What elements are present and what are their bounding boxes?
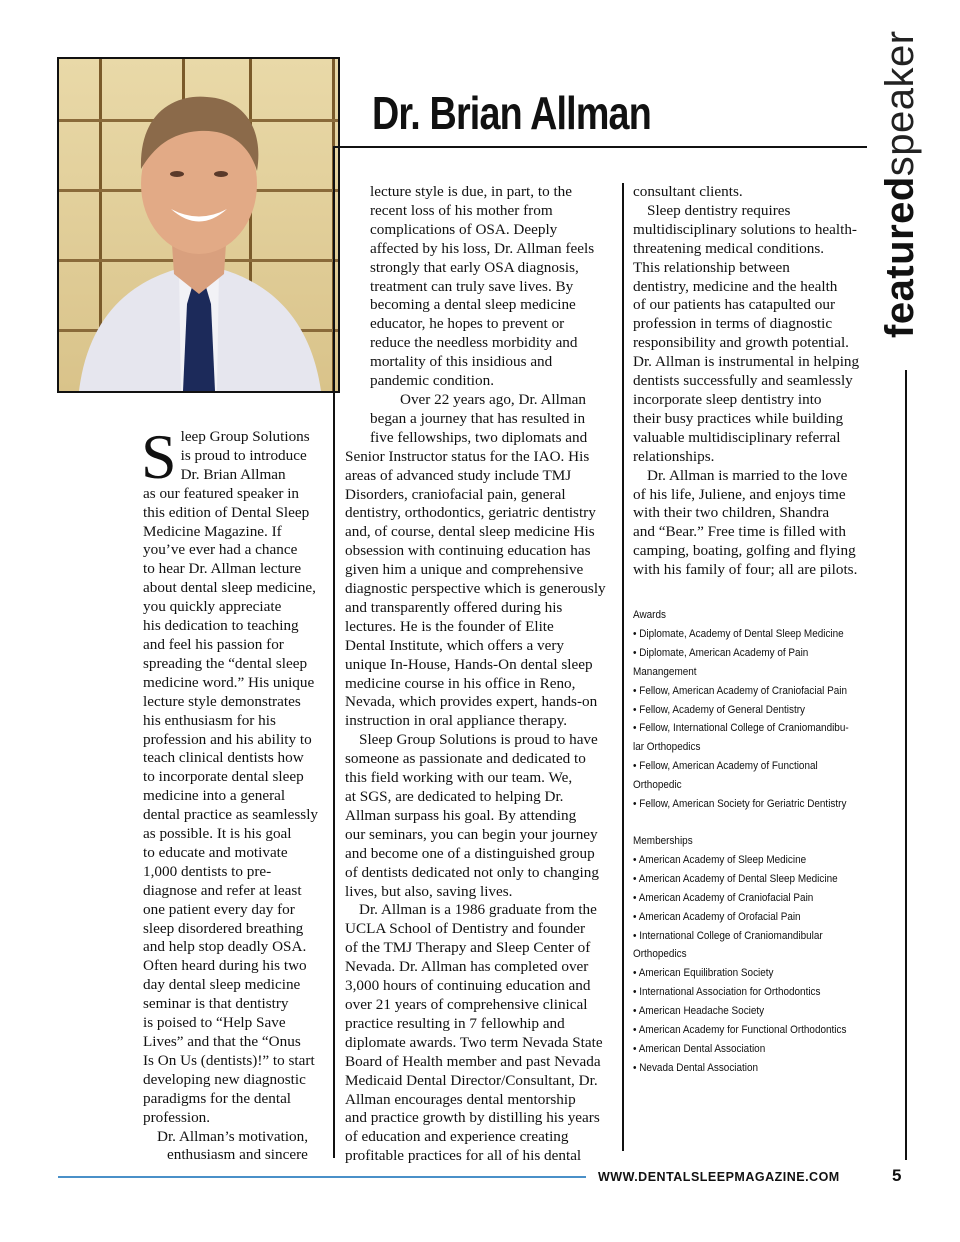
body-line: educator, he hopes to prevent or	[370, 315, 565, 333]
footer-url[interactable]: WWW.DENTALSLEEPMAGAZINE.COM	[598, 1170, 840, 1184]
body-line: with their two children, Shandra	[633, 504, 830, 522]
membership-item: • International College of Craniomandibular	[633, 929, 823, 942]
body-line: leep Group Solutions	[180, 428, 310, 445]
body-line: diagnose and refer at least	[143, 881, 302, 899]
column-3-paragraph-1	[633, 183, 873, 202]
drop-cap: S	[141, 421, 177, 492]
body-line: you’ve ever had a chance	[143, 541, 298, 559]
body-line: and become one of a distinguished group	[345, 844, 595, 862]
column-2-paragraph-3	[345, 731, 617, 901]
body-line: given him a unique and comprehensive	[345, 561, 584, 579]
body-line: paradigms for the dental	[143, 1089, 292, 1107]
body-line: dentistry, orthodontics, geriatric dentistry	[345, 504, 596, 522]
membership-item: • American Dental Association	[633, 1042, 766, 1055]
award-item: • Fellow, American Academy of Functional	[633, 760, 818, 773]
body-line: areas of advanced study include TMJ	[345, 466, 572, 484]
section-label	[878, 30, 923, 338]
body-line: Dr. Brian Allman	[180, 465, 286, 483]
award-item: • Fellow, Academy of General Dentistry	[633, 703, 806, 716]
award-item: • Fellow, American Society for Geriatric Dentistry	[633, 798, 847, 811]
body-line: obsession with continuing education has	[345, 542, 591, 560]
body-line: one patient every day for	[143, 900, 295, 918]
body-line: multidisciplinary solutions to health-	[633, 220, 857, 238]
body-line: profession in terms of diagnostic	[633, 315, 833, 333]
side-rule	[905, 370, 907, 1160]
body-line: This relationship between	[633, 258, 790, 276]
body-line: and feel his passion for	[143, 635, 284, 653]
body-line: relationships.	[633, 447, 715, 465]
column-2-paragraph-1	[370, 183, 617, 391]
page-number: 5	[892, 1166, 902, 1185]
body-line: of the TMJ Therapy and Sleep Center of	[345, 939, 591, 957]
body-line: day dental sleep medicine	[143, 976, 301, 994]
body-line: recent loss of his mother from	[370, 201, 553, 219]
body-line: is poised to “Help Save	[143, 1014, 286, 1032]
column-3	[633, 183, 873, 580]
column-1	[141, 421, 329, 1165]
body-line: to incorporate dental sleep	[143, 768, 304, 786]
body-line: profitable practices for all of his dental	[345, 1147, 582, 1165]
body-line: of our patients has catapulted our	[633, 296, 836, 314]
body-line: his enthusiasm for his	[143, 711, 276, 729]
membership-item: • American Academy of Orofacial Pain	[633, 910, 801, 923]
body-line: as possible. It is his goal	[143, 825, 292, 843]
body-line: Is On Us (dentists)!” to start	[143, 1051, 315, 1069]
membership-item: • Nevada Dental Association	[633, 1061, 759, 1074]
award-item: • Diplomate, American Academy of Pain	[633, 646, 809, 659]
body-line: Sleep dentistry requires	[647, 201, 791, 219]
awards-heading: Awards	[633, 609, 666, 621]
body-line: dental practice as seamlessly	[143, 806, 319, 824]
body-line: dentistry, medicine and the health	[633, 277, 838, 295]
column-3-paragraph-2	[633, 202, 873, 467]
body-line: treatment can truly save lives. By	[370, 277, 574, 295]
body-line: began a journey that has resulted in	[370, 409, 586, 427]
column-rule-left	[333, 146, 335, 1158]
body-line: UCLA School of Dentistry and founder	[345, 920, 586, 938]
body-line: Nevada. Dr. Allman has completed over	[345, 958, 589, 976]
column-3-paragraph-3	[633, 467, 873, 580]
column-1-paragraph-2	[143, 1128, 329, 1166]
body-line: teach clinical dentists how	[143, 749, 304, 767]
membership-item: Orthopedics	[633, 948, 687, 961]
body-line: Allman encourages dental mentorship	[345, 1090, 576, 1108]
body-line: sleep disordered breathing	[143, 919, 304, 937]
body-line: Dr. Allman’s motivation,	[157, 1127, 309, 1145]
body-line: you quickly appreciate	[143, 598, 282, 616]
body-line: lecture style demonstrates	[143, 692, 301, 710]
body-line: their busy practices while building	[633, 409, 844, 427]
body-line: lecture style is due, in part, to the	[370, 183, 573, 200]
body-line: reduce the needless morbidity and	[370, 334, 578, 352]
memberships-heading: Memberships	[633, 835, 693, 847]
membership-item: • American Academy of Sleep Medicine	[633, 853, 807, 866]
body-line: seminar is that dentistry	[143, 995, 289, 1013]
body-line: this edition of Dental Sleep	[143, 503, 310, 521]
body-line: medicine word.” His unique	[143, 673, 315, 691]
membership-item: • American Academy of Dental Sleep Medicine	[633, 872, 838, 885]
body-line: diagnostic perspective which is generously	[345, 580, 606, 598]
body-line: Senior Instructor status for the IAO. His	[345, 447, 590, 465]
body-line: of education and experience creating	[345, 1128, 569, 1146]
body-line: complications of OSA. Deeply	[370, 220, 558, 238]
membership-item: • International Association for Orthodontics	[633, 986, 821, 999]
award-item: • Fellow, International College of Craniomandibu-	[633, 722, 849, 735]
body-line: Sleep Group Solutions is proud to have	[359, 731, 598, 749]
memberships-list	[633, 832, 872, 1078]
body-line: Over 22 years ago, Dr. Allman	[400, 390, 587, 408]
body-line: mortality of this insidious and	[370, 353, 553, 371]
body-line: valuable multidisciplinary referral	[633, 428, 841, 446]
body-line: and practice growth by distilling his years	[345, 1109, 600, 1127]
body-line: is proud to introduce	[180, 446, 307, 464]
body-line: becoming a dental sleep medicine	[370, 296, 576, 314]
body-line: and “Bear.” Free time is filled with	[633, 523, 846, 541]
body-line: spreading the “dental sleep	[143, 654, 308, 672]
body-line: instruction in oral appliance therapy.	[345, 712, 568, 730]
body-line: incorporate sleep dentistry into	[633, 390, 822, 408]
body-line: Dr. Allman is a 1986 graduate from the	[359, 901, 597, 919]
membership-item: • American Academy of Craniofacial Pain	[633, 891, 814, 904]
body-line: this field working with our team. We,	[345, 769, 573, 787]
body-line: affected by his loss, Dr. Allman feels	[370, 239, 595, 257]
body-line: and, of course, dental sleep medicine His	[345, 523, 595, 541]
membership-item: • American Equilibration Society	[633, 967, 774, 980]
body-line: Board of Health member and past Nevada	[345, 1052, 601, 1070]
body-line: medicine into a general	[143, 787, 286, 805]
body-line: and transparently offered during his	[345, 598, 563, 616]
body-line: diplomate awards. Two term Nevada State	[345, 1033, 603, 1051]
column-2-paragraph-2	[345, 391, 617, 731]
body-line: Disorders, craniofacial pain, general	[345, 485, 566, 503]
awards-list	[633, 606, 872, 814]
body-line: lives, but also, saving lives.	[345, 882, 513, 900]
body-line: of his life, Juliene, and enjoys time	[633, 485, 846, 503]
column-1-paragraph-1	[141, 421, 329, 1128]
body-line: strongly that early OSA diagnosis,	[370, 258, 579, 276]
body-line: his dedication to teaching	[143, 617, 299, 635]
body-line: at SGS, are dedicated to helping Dr.	[345, 788, 564, 805]
body-line: Lives” and that the “Onus	[143, 1033, 301, 1050]
body-line: pandemic condition.	[370, 372, 494, 390]
body-line: developing new diagnostic	[143, 1070, 306, 1088]
body-line: Medicine Magazine. If	[143, 522, 282, 540]
membership-item: • American Headache Society	[633, 1005, 765, 1018]
body-line: about dental sleep medicine,	[143, 579, 316, 597]
body-line: unique In-House, Hands-On dental sleep	[345, 655, 593, 673]
body-line: our seminars, you can begin your journey	[345, 825, 598, 843]
body-line: camping, boating, golfing and flying	[633, 542, 856, 560]
section-label-featured: featured	[878, 176, 922, 338]
body-line: with his family of four; all are pilots.	[633, 561, 858, 579]
headline: Dr. Brian Allman	[372, 87, 651, 139]
headline-rule	[333, 146, 867, 148]
body-line: profession.	[143, 1108, 211, 1126]
body-line: 1,000 dentists to pre-	[143, 862, 272, 880]
body-line: practice resulting in 7 fellowhip and	[345, 1014, 565, 1032]
body-line: threatening medical conditions.	[633, 239, 825, 257]
award-item: Manangement	[633, 665, 697, 678]
membership-item: • American Academy for Functional Orthodontics	[633, 1024, 847, 1037]
body-line: Dr. Allman is married to the love	[647, 466, 848, 484]
body-line: Dr. Allman is instrumental in helping	[633, 353, 860, 371]
award-item: lar Orthopedics	[633, 741, 701, 754]
body-line: dentists successfully and seamlessly	[633, 372, 853, 390]
column-2	[345, 183, 617, 1166]
body-line: to hear Dr. Allman lecture	[143, 560, 302, 578]
body-line: Often heard during his two	[143, 957, 307, 975]
column-2-paragraph-4	[345, 901, 617, 1166]
body-line: consultant clients.	[633, 183, 743, 200]
body-line: of dentists dedicated not only to changing	[345, 863, 599, 881]
body-line: five fellowships, two diplomats and	[370, 428, 588, 446]
body-line: medicine course in his office in Reno,	[345, 674, 576, 692]
body-line: and help stop deadly OSA.	[143, 938, 307, 956]
body-line: profession and his ability to	[143, 730, 312, 748]
body-line: lectures. He is the founder of Elite	[345, 617, 554, 635]
body-line: to educate and motivate	[143, 843, 288, 861]
body-line: responsibility and growth potential.	[633, 334, 849, 352]
body-line: Allman surpass his goal. By attending	[345, 806, 577, 824]
body-line: 3,000 hours of continuing education and	[345, 977, 591, 995]
award-item: • Diplomate, Academy of Dental Sleep Medicine	[633, 627, 844, 640]
body-line: Nevada, which provides expert, hands-on	[345, 693, 598, 711]
portrait-figure	[59, 59, 338, 391]
body-line: Dental Institute, which offers a very	[345, 636, 565, 654]
body-line: someone as passionate and dedicated to	[345, 750, 586, 768]
body-line: Medicaid Dental Director/Consultant, Dr.	[345, 1071, 598, 1089]
footer-rule	[58, 1176, 586, 1178]
body-line: as our featured speaker in	[143, 484, 300, 502]
column-rule-right	[622, 183, 624, 1151]
body-line: enthusiasm and sincere	[167, 1146, 308, 1164]
award-item: • Fellow, American Academy of Craniofacial Pain	[633, 684, 848, 697]
speaker-photo	[57, 57, 340, 393]
section-label-speaker: speaker	[878, 30, 922, 177]
award-item: Orthopedic	[633, 779, 682, 792]
body-line: over 21 years of comprehensive clinical	[345, 995, 588, 1013]
